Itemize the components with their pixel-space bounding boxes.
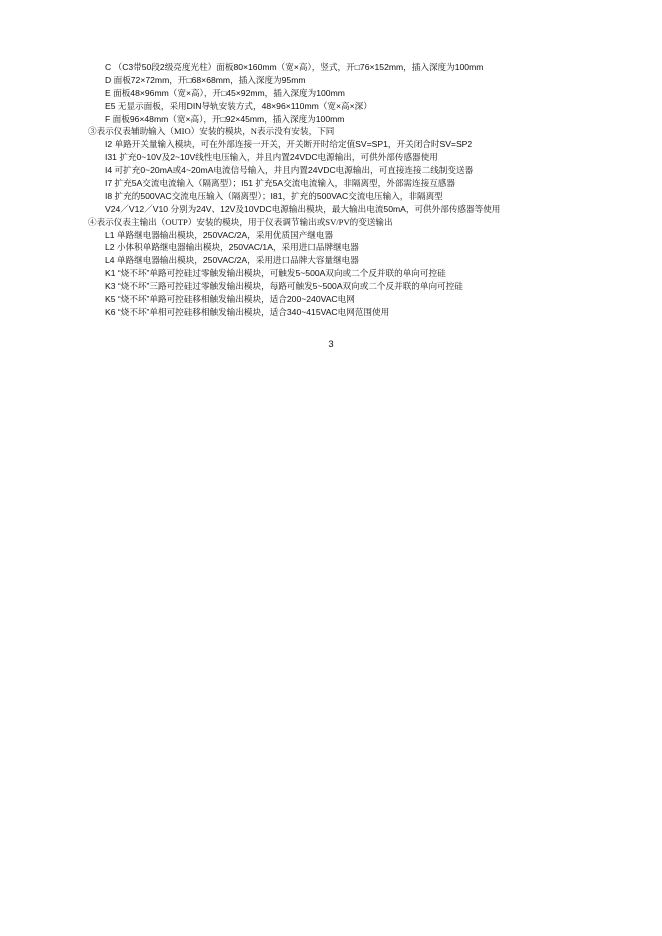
module-i31: I31 扩充0~10V及2~10V线性电压输入，并且内置24VDC电源输出，可供外部传感器使用	[105, 152, 438, 163]
module-i7-i51: I7 扩充5A交流电流输入（隔离型）；I51 扩充5A交流电流输入，非隔离型，外部需连接互感器	[105, 178, 455, 189]
module-i2: I2 单路开关量输入模块，可在外部连接一开关，开关断开时给定值SV=SP1，开关闭合时SV=SP2	[105, 139, 473, 150]
module-l4: L4 单路继电器输出模块，250VAC/2A，采用进口品牌大容量继电器	[105, 255, 359, 266]
page-number: 3	[328, 339, 334, 350]
module-l1: L1 单路继电器输出模块，250VAC/2A，采用优质国产继电器	[105, 229, 334, 240]
document-body	[88, 61, 608, 319]
panel-option-f: F 面板96×48mm（宽×高），开□92×45mm，插入深度为100mm	[105, 113, 345, 124]
module-k3: K3 “烧不坏”三路可控硅过零触发输出模块，每路可触发5~500A双向或二个反并联的单向可控硅	[105, 281, 463, 292]
module-k6: K6 “烧不坏”单相可控硅移相触发输出模块，适合340~415VAC电网范围使用	[105, 306, 390, 317]
section-heading-mio: ③表示仪表辅助输入（MIO）安装的模块，N表示没有安装，下同	[88, 126, 335, 137]
module-i4: I4 可扩充0~20mA或4~20mA电流信号输入，并且内置24VDC电源输出，可直接连接二线制变送器	[105, 165, 474, 176]
module-v24-v12-v10: V24／V12／V10 分别为24V、12V及10VDC电源输出模块，最大输出电流50mA，可供外部传感器等使用	[105, 203, 501, 214]
module-k5: K5 “烧不坏”单路可控硅移相触发输出模块，适合200~240VAC电网	[105, 294, 355, 305]
panel-option-c: C （C3带50段2级亮度光柱）面板80×160mm（宽×高），竖式，开□76×152mm，插入深度为100mm	[105, 62, 484, 72]
module-l2: L2 小体积单路继电器输出模块，250VAC/1A，采用进口品牌继电器	[105, 242, 359, 253]
panel-option-d: D 面板72×72mm，开□68×68mm，插入深度为95mm	[105, 74, 306, 85]
module-i8-i81: I8 扩充的500VAC交流电压输入（隔离型）；I81，扩充的500VAC交流电压输入，非隔离型	[105, 190, 443, 201]
section-heading-outp: ④表示仪表主输出（OUTP）安装的模块，用于仪表调节输出或SV/PV的变送输出	[88, 216, 393, 227]
module-k1: K1 “烧不坏”单路可控硅过零触发输出模块，可触发5~500A双向或二个反并联的单向可控硅	[105, 268, 446, 279]
panel-option-e: E 面板48×96mm（宽×高），开□45×92mm，插入深度为100mm	[105, 87, 345, 98]
panel-option-e5: E5 无显示面板，采用DIN导轨安装方式，48×96×110mm（宽×高×深）	[105, 100, 372, 111]
